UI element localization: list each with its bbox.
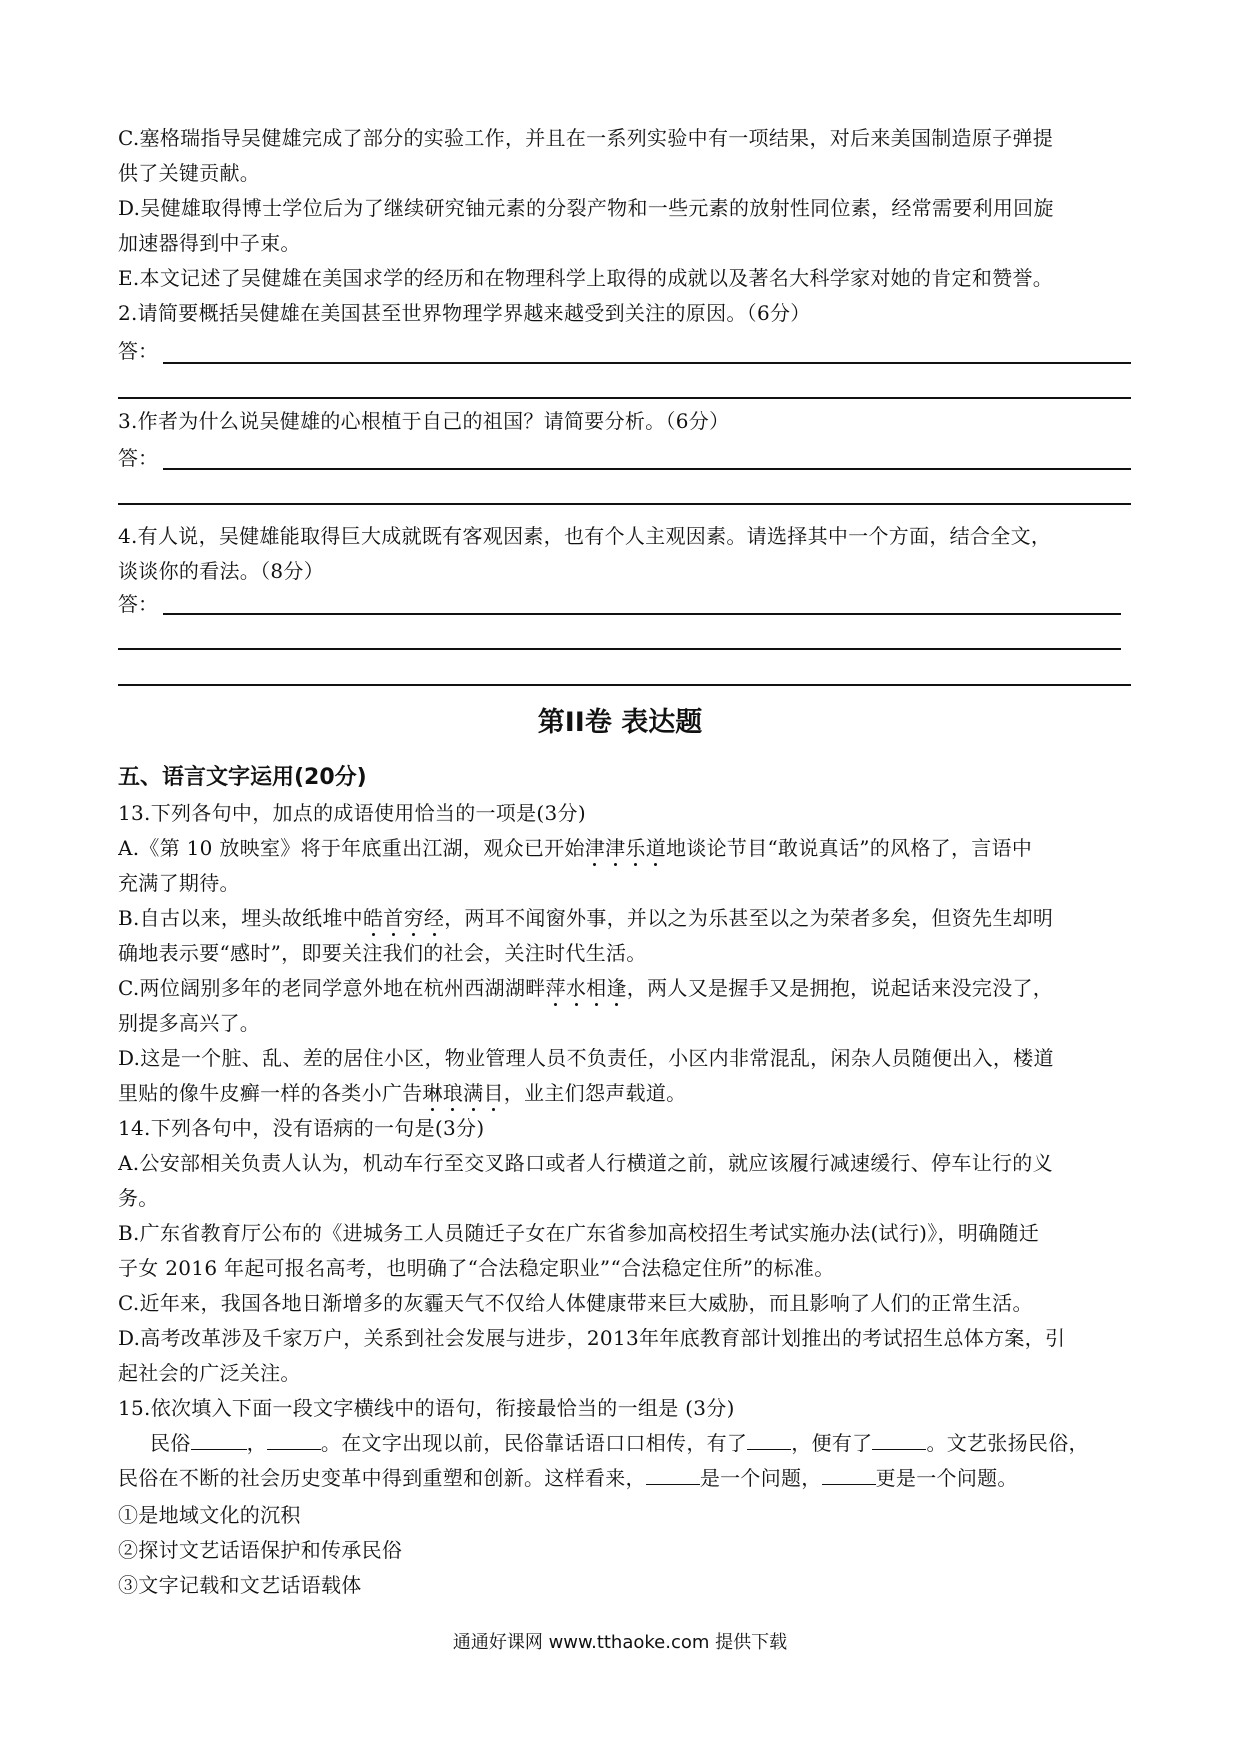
answer-4-line-2[interactable] bbox=[118, 648, 1121, 650]
q15-choice-1: ①是地域文化的沉积 bbox=[118, 1503, 301, 1527]
fill-blank-6[interactable] bbox=[822, 1464, 876, 1485]
question-3: 3.作者为什么说吴健雄的心根植于自己的祖国？请简要分析。（6分） bbox=[118, 409, 730, 433]
question-4-line2: 谈谈你的看法。（8分） bbox=[118, 559, 325, 583]
q14-option-a-line2: 务。 bbox=[118, 1186, 159, 1210]
answer-2-line-2[interactable] bbox=[118, 397, 1131, 399]
q13-option-b-line2: 确地表示要“感时”，即要关注我们的社会，关注时代生活。 bbox=[118, 941, 647, 965]
q15-passage-line1: 民俗 ， 。在文字出现以前，民俗靠话语口口相传，有了 ，便有了 。文艺张扬民俗， bbox=[150, 1431, 1089, 1455]
emphasis-char: 津 bbox=[584, 836, 606, 860]
q1-option-c-line1: C.塞格瑞指导吴健雄完成了部分的实验工作，并且在一系列实验中有一项结果，对后来美国制造原子弹提 bbox=[118, 126, 1054, 150]
q15-choice-2: ②探讨文艺话语保护和传承民俗 bbox=[118, 1538, 403, 1562]
emphasis-char: 穷 bbox=[403, 906, 424, 930]
section-heading: 五、语言文字运用(20分) bbox=[118, 765, 367, 790]
emphasis-char: 琅 bbox=[442, 1081, 464, 1105]
q13-option-a-line1: A.《第 10 放映室》将于年底重出江湖，观众已开始津津乐道地谈论节目“敢说真话”的风格了，言语中 bbox=[118, 836, 1033, 860]
q1-option-d-line1: D.吴健雄取得博士学位后为了继续研究铀元素的分裂产物和一些元素的放射性同位素，经常需要利用回旋 bbox=[118, 196, 1054, 220]
question-14-stem: 14.下列各句中，没有语病的一句是(3分) bbox=[118, 1116, 485, 1140]
q14-option-c: C.近年来，我国各地日渐增多的灰霾天气不仅给人体健康带来巨大威胁，而且影响了人们的正常生活。 bbox=[118, 1291, 1033, 1315]
q13-option-a-line2: 充满了期待。 bbox=[118, 871, 240, 895]
emphasis-char: 目 bbox=[483, 1081, 504, 1105]
answer-2-line-1[interactable] bbox=[163, 362, 1131, 364]
emphasis-char: 皓 bbox=[362, 906, 384, 930]
emphasis-char: 首 bbox=[383, 906, 404, 930]
q15-choice-3: ③文字记载和文艺话语载体 bbox=[118, 1573, 362, 1597]
q1-option-e: E.本文记述了吴健雄在美国求学的经历和在物理科学上取得的成就以及著名大科学家对她的肯定和赞誉。 bbox=[118, 266, 1054, 290]
emphasis-char: 萍 bbox=[545, 976, 566, 1000]
q13-option-c-line2: 别提多高兴了。 bbox=[118, 1011, 261, 1035]
answer-3-line-1[interactable] bbox=[163, 468, 1131, 470]
emphasis-char: 道 bbox=[645, 836, 667, 860]
emphasis-char: 满 bbox=[463, 1081, 484, 1105]
answer-3-line-2[interactable] bbox=[118, 503, 1131, 505]
q14-option-d-line1: D.高考改革涉及千家万户，关系到社会发展与进步，2013年年底教育部计划推出的考试招生总体方案，引 bbox=[118, 1326, 1066, 1350]
question-4-line1: 4.有人说，吴健雄能取得巨大成就既有客观因素，也有个人主观因素。请选择其中一个方面，结合全文， bbox=[118, 524, 1052, 548]
emphasis-char: 经 bbox=[423, 906, 445, 930]
q14-option-d-line2: 起社会的广泛关注。 bbox=[118, 1361, 301, 1385]
answer-3-label: 答： bbox=[118, 446, 158, 470]
fill-blank-2[interactable] bbox=[267, 1429, 321, 1450]
q15-passage-line2: 民俗在不断的社会历史变革中得到重塑和创新。这样看来， 是一个问题， 更是一个问题。 bbox=[118, 1466, 1018, 1490]
emphasis-char: 逢 bbox=[606, 976, 627, 1000]
emphasis-char: 水 bbox=[565, 976, 587, 1000]
q13-option-d-line1: D.这是一个脏、乱、差的居住小区，物业管理人员不负责任，小区内非常混乱，闲杂人员随便出入，楼道 bbox=[118, 1046, 1054, 1070]
fill-blank-1[interactable] bbox=[191, 1429, 247, 1450]
fill-blank-5[interactable] bbox=[646, 1464, 700, 1485]
page-footer: 通通好课网 www.tthaoke.com 提供下载 bbox=[452, 1632, 788, 1653]
emphasis-char: 相 bbox=[586, 976, 607, 1000]
answer-4-line-3[interactable] bbox=[118, 684, 1131, 686]
q13-option-d-line2: 里贴的像牛皮癣一样的各类小广告琳琅满目，业主们怨声载道。 bbox=[118, 1081, 687, 1105]
answer-4-line-1[interactable] bbox=[163, 613, 1121, 615]
fill-blank-3[interactable] bbox=[747, 1429, 791, 1450]
fill-blank-4[interactable] bbox=[872, 1429, 926, 1450]
question-13-stem: 13.下列各句中，加点的成语使用恰当的一项是(3分) bbox=[118, 801, 586, 825]
emphasis-char: 琳 bbox=[422, 1081, 443, 1105]
q1-option-d-line2: 加速器得到中子束。 bbox=[118, 231, 301, 255]
question-2: 2.请简要概括吴健雄在美国甚至世界物理学界越来越受到关注的原因。（6分） bbox=[118, 301, 811, 325]
answer-2-label: 答： bbox=[118, 339, 158, 363]
q14-option-b-line1: B.广东省教育厅公布的《进城务工人员随迁子女在广东省参加高校招生考试实施办法(试行)》，明确随迁 bbox=[118, 1221, 1040, 1245]
emphasis-char: 乐 bbox=[625, 836, 646, 860]
q13-option-b-line1: B.自古以来，埋头故纸堆中皓首穷经，两耳不闻窗外事，并以之为乐甚至以之为荣者多矣，但资先生却明 bbox=[118, 906, 1054, 930]
q14-option-b-line2: 子女 2016 年起可报名高考，也明确了“合法稳定职业”“合法稳定住所”的标准。 bbox=[118, 1256, 835, 1280]
answer-4-label: 答： bbox=[118, 592, 158, 616]
q13-option-c-line1: C.两位阔别多年的老同学意外地在杭州西湖湖畔萍水相逢，两人又是握手又是拥抱，说起话来没完没了， bbox=[118, 976, 1054, 1000]
emphasis-char: 津 bbox=[605, 836, 626, 860]
section-title: 第II卷 表达题 bbox=[537, 707, 703, 738]
q1-option-c-line2: 供了关键贡献。 bbox=[118, 161, 261, 185]
q14-option-a-line1: A.公安部相关负责人认为，机动车行至交叉路口或者人行横道之前，就应该履行减速缓行、停车让行的义 bbox=[118, 1151, 1053, 1175]
question-15-stem: 15.依次填入下面一段文字横线中的语句，衔接最恰当的一组是 (3分) bbox=[118, 1396, 735, 1420]
